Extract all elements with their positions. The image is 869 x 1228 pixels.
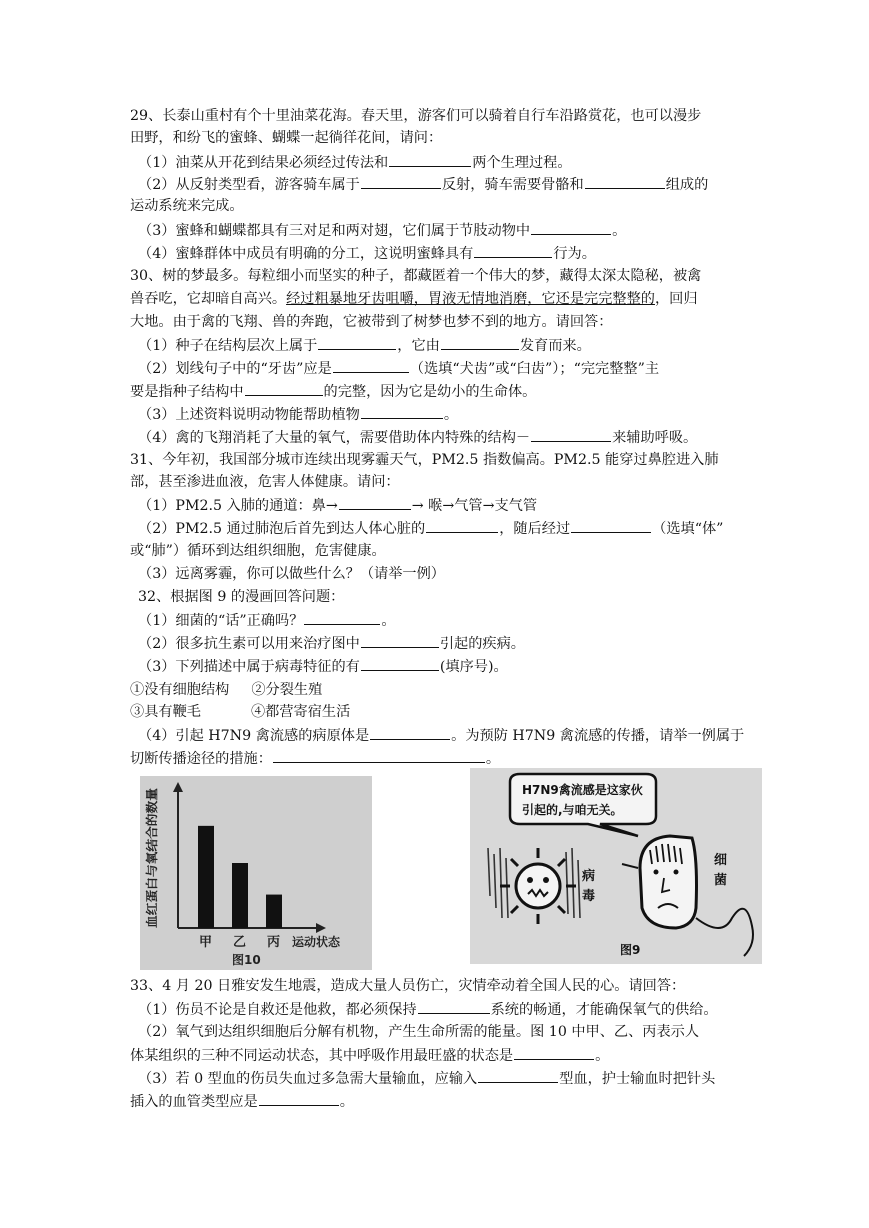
- figure-caption: 图9: [620, 943, 641, 957]
- answer-blank[interactable]: [361, 404, 443, 419]
- q30-stem-line2: 兽吞吃，它却暗自高兴。经过粗暴地牙齿咀嚼，胃液无情地消磨，它还是完完整整的，回归: [130, 291, 698, 307]
- answer-blank[interactable]: [259, 1091, 339, 1106]
- answer-blank[interactable]: [531, 220, 611, 235]
- bar-2: [232, 863, 248, 928]
- q31-sub2: （2）PM2.5 通过肺泡后首先到达人体心脏的 ，随后经过 （选填“体”: [138, 518, 723, 539]
- answer-blank[interactable]: [339, 495, 411, 510]
- bubble-text-line2: 引起的,与咱无关。: [522, 803, 623, 817]
- answer-blank[interactable]: [333, 358, 409, 373]
- option-1: ①没有细胞结构: [130, 682, 230, 698]
- answer-blank[interactable]: [571, 518, 651, 533]
- figure-9-cartoon: [470, 768, 762, 964]
- answer-blank[interactable]: [361, 656, 439, 671]
- q32-sub4: （4）引起 H7N9 禽流感的病原体是 。为预防 H7N9 禽流感的传播，请举一例属于: [138, 725, 744, 746]
- q33-sub2: （2）氧气到达组织细胞后分解有机物，产生生命所需的能量。图 10 中甲、乙、丙表示人: [138, 1024, 700, 1040]
- answer-blank[interactable]: [361, 174, 441, 189]
- q29-sub1: （1）油菜从开花到结果必须经过传法和 两个生理过程。: [138, 152, 572, 173]
- answer-blank[interactable]: [245, 381, 323, 396]
- answer-blank[interactable]: [426, 518, 498, 533]
- bacteria-label-1: 细: [714, 853, 728, 868]
- q31-sub3: （3）远离雾霾，你可以做些什么？（请举一例）: [138, 566, 445, 582]
- y-axis-label: 血红蛋白与氧结合的数量: [145, 795, 159, 928]
- q33-sub1: （1）伤员不论是自救还是他救，都必须保持 系统的畅通，才能确保氧气的供给。: [138, 999, 718, 1020]
- answer-blank[interactable]: [318, 335, 396, 350]
- q33-sub3-cont: 插入的血管类型应是 。: [130, 1091, 354, 1112]
- q29-sub4: （4）蜜蜂群体中成员有明确的分工，这说明蜜蜂具有 行为。: [138, 243, 596, 264]
- virus-label-1: 病: [582, 869, 596, 884]
- q30-sub1: （1）种子在结构层次上属于 ，它由 发育而来。: [138, 335, 591, 356]
- x-tick-label: 丙: [267, 935, 281, 950]
- x-axis-arrow: [316, 923, 326, 933]
- y-axis-arrow: [173, 782, 183, 792]
- q29-stem-line2: 田野，和纷飞的蜜蜂、蝴蝶一起徜徉花间，请问：: [130, 130, 443, 146]
- q30-stem-line3: 大地。由于禽的飞翔、兽的奔跑，它被带到了树梦也梦不到的地方。请回答：: [130, 314, 613, 330]
- figure-caption: 图10: [232, 953, 261, 967]
- q32-options-row1: [130, 680, 322, 700]
- x-tick-label: 甲: [199, 935, 213, 950]
- q33-sub3: （3）若 0 型血的伤员失血过多急需大量输血，应输入 型血，护士输血时把针头: [138, 1068, 715, 1089]
- q32-sub2: （2）很多抗生素可以用来治疗图中 引起的疾病。: [138, 633, 525, 654]
- q30-sub2: （2）划线句子中的“牙齿”应是 （选填“犬齿”或“臼齿”）；“完完整整”主: [138, 358, 659, 379]
- answer-blank[interactable]: [531, 427, 611, 442]
- answer-blank[interactable]: [441, 335, 519, 350]
- answer-blank[interactable]: [370, 725, 450, 740]
- q30-sub4: （4）禽的飞翔消耗了大量的氧气，需要借助体内特殊的结构－ 来辅助呼吸。: [138, 427, 697, 448]
- bacteria-character: [622, 836, 753, 956]
- q33-stem: 33、4 月 20 日雅安发生地震，造成大量人员伤亡，灾情牵动着全国人民的心。请回答：: [130, 978, 686, 994]
- bacteria-label-2: 菌: [714, 873, 728, 888]
- virus-character: [500, 848, 576, 924]
- q30-sub2-cont: 要是指种子结构中 的完整，因为它是幼小的生命体。: [130, 381, 536, 402]
- q30-sub3: （3）上述资料说明动物能帮助植物 。: [138, 404, 458, 425]
- option-3: ③具有鞭毛: [130, 704, 201, 720]
- q30-stem-line1: 30、树的梦最多。每粒细小而坚实的种子，都藏匿着一个伟大的梦，藏得太深太隐秘，被禽: [130, 268, 702, 284]
- answer-blank[interactable]: [585, 174, 665, 189]
- bar-1: [198, 826, 214, 928]
- option-4: ④都营寄宿生活: [250, 704, 351, 720]
- q31-stem-line1: 31、今年初，我国部分城市连续出现雾霾天气，PM2.5 指数偏高。PM2.5 能穿过鼻腔进入肺: [130, 452, 719, 468]
- answer-blank[interactable]: [514, 1045, 594, 1060]
- q32-sub1: （1）细菌的“话”正确吗？ 。: [138, 610, 396, 631]
- q32-sub3: （3）下列描述中属于病毒特征的有 (填序号)。: [138, 656, 508, 677]
- q29-stem-line1: 29、长泰山重村有个十里油菜花海。春天里，游客们可以骑着自行车沿路赏花，也可以漫步: [130, 108, 702, 124]
- q32-options-row2: [130, 702, 350, 722]
- bar-3: [266, 895, 282, 928]
- x-tick-label: 乙: [233, 935, 247, 950]
- answer-blank[interactable]: [273, 748, 485, 763]
- q31-stem-line2: 部，甚至渗进血液，危害人体健康。请问：: [130, 474, 400, 490]
- underlined-sentence: 经过粗暴地牙齿咀嚼，胃液无情地消磨，它还是完完整整的: [286, 291, 655, 307]
- answer-blank[interactable]: [361, 633, 439, 648]
- answer-blank[interactable]: [478, 1068, 558, 1083]
- x-axis-label: 运动状态: [292, 935, 341, 949]
- q32-stem: 32、根据图 9 的漫画回答问题：: [138, 589, 345, 605]
- q29-sub2-cont: 运动系统来完成。: [130, 198, 244, 214]
- answer-blank[interactable]: [418, 999, 490, 1014]
- virus-label-2: 毒: [582, 889, 596, 904]
- answer-blank[interactable]: [389, 152, 471, 167]
- q33-sub2-cont: 体某组织的三种不同运动状态，其中呼吸作用最旺盛的状态是 。: [130, 1045, 609, 1066]
- bubble-text-line1: H7N9禽流感是这家伙: [522, 783, 643, 797]
- q32-sub4-cont: 切断传播途径的措施： 。: [130, 748, 500, 769]
- option-2: ②分裂生殖: [251, 682, 323, 698]
- answer-blank[interactable]: [304, 610, 380, 625]
- q29-sub3: （3）蜜蜂和蝴蝶都具有三对足和两对翅，它们属于节肢动物中 。: [138, 220, 626, 241]
- q29-sub2: （2）从反射类型看，游客骑车属于 反射，骑车需要骨骼和 组成的: [138, 174, 708, 195]
- figure-10-chart: [140, 776, 372, 970]
- answer-blank[interactable]: [474, 243, 552, 258]
- q31-sub1: （1）PM2.5 入肺的通道：鼻→ → 喉→气管→支气管: [138, 495, 537, 516]
- q31-sub2-cont: 或“肺”）循环到达组织细胞，危害健康。: [130, 543, 386, 559]
